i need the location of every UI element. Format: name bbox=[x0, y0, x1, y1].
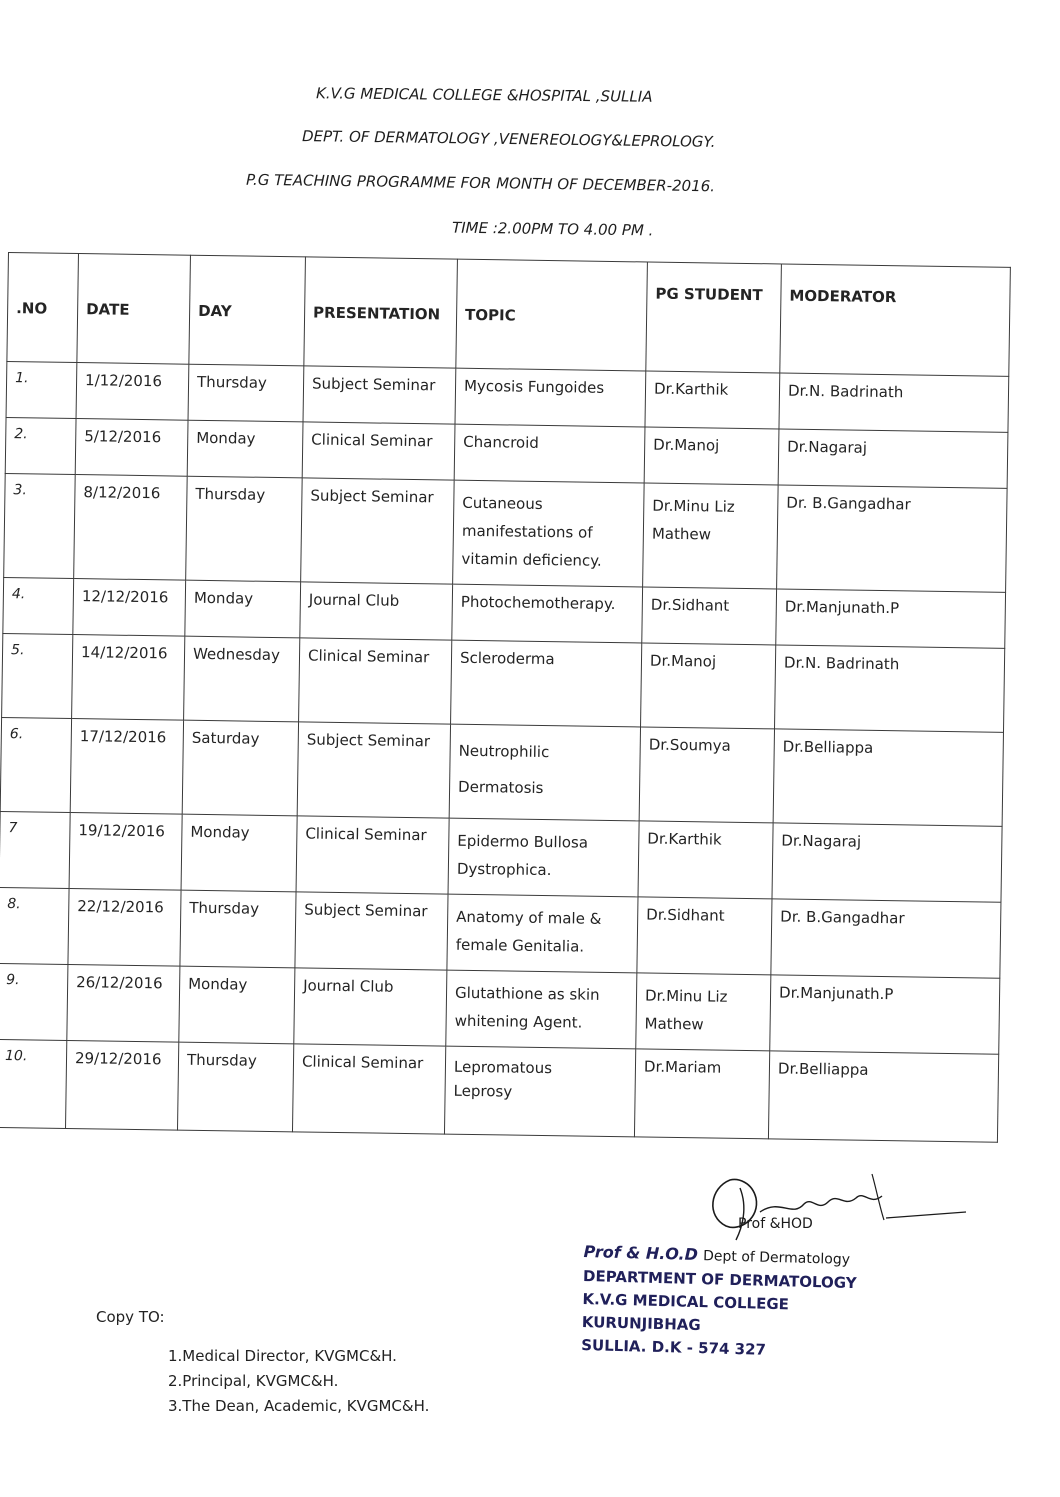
row-date: 14/12/2016 bbox=[72, 635, 185, 721]
row-student bbox=[643, 483, 779, 589]
row-date: 1/12/2016 bbox=[76, 363, 189, 421]
row-no: 2. bbox=[5, 417, 76, 474]
header-topic: TOPIC bbox=[456, 259, 648, 371]
row-day: Saturday bbox=[182, 720, 298, 816]
topic-line: Lepromatous bbox=[453, 1057, 553, 1078]
row-student: Dr.Sidhant bbox=[642, 587, 777, 645]
row-presentation: Clinical Seminar bbox=[292, 1044, 445, 1134]
topic-line: Epidermo Bullosa bbox=[457, 831, 589, 852]
table-row bbox=[4, 473, 1007, 592]
department-title: DEPT. OF DERMATOLOGY ,VENEREOLOGY&LEPROLOGY. bbox=[301, 127, 716, 151]
table-row bbox=[0, 887, 1001, 978]
row-moderator: Dr.Nagaraj bbox=[778, 429, 1008, 488]
row-presentation: Subject Seminar bbox=[295, 892, 448, 970]
copy-to-list bbox=[168, 1344, 429, 1419]
row-presentation: Clinical Seminar bbox=[302, 422, 455, 480]
row-date: 29/12/2016 bbox=[66, 1040, 179, 1130]
row-no: 7 bbox=[0, 811, 70, 888]
copy-to-item: 2.Principal, KVGMC&H. bbox=[168, 1372, 339, 1390]
row-topic: Scleroderma bbox=[451, 640, 642, 727]
row-moderator: Dr.N. Badrinath bbox=[779, 373, 1009, 432]
topic-line: Neutrophilic bbox=[458, 741, 550, 762]
row-moderator: Dr. B.Gangadhar bbox=[777, 485, 1008, 592]
table-row bbox=[0, 963, 1000, 1054]
table-row bbox=[0, 1039, 999, 1142]
stamp-line-dept: Dept of Dermatology bbox=[702, 1248, 851, 1268]
header-moderator: MODERATOR bbox=[780, 264, 1011, 376]
row-moderator: Dr.Manjunath.P bbox=[770, 975, 1000, 1054]
row-presentation: Journal Club bbox=[294, 968, 447, 1046]
header-date: DATE bbox=[77, 254, 191, 365]
row-topic: Photochemotherapy. bbox=[452, 584, 643, 643]
table-header-row bbox=[7, 253, 1011, 377]
row-day: Thursday bbox=[186, 476, 303, 582]
programme-title: P.G TEACHING PROGRAMME FOR MONTH OF DECEMBER-2016. bbox=[245, 170, 716, 196]
row-moderator: Dr.N. Badrinath bbox=[775, 645, 1005, 732]
topic-line: Dystrophica. bbox=[456, 859, 552, 880]
row-date: 12/12/2016 bbox=[73, 579, 186, 637]
row-moderator: Dr.Nagaraj bbox=[772, 823, 1002, 902]
row-presentation: Subject Seminar bbox=[297, 722, 450, 818]
table-row bbox=[0, 811, 1002, 902]
stamp-line-place: KURUNJIBHAG bbox=[581, 1312, 701, 1335]
row-day: Monday bbox=[187, 420, 303, 478]
row-no: 4. bbox=[3, 577, 74, 634]
topic-line: Dermatosis bbox=[457, 777, 544, 798]
row-no: 1. bbox=[6, 361, 77, 418]
student-line: Dr.Minu Liz bbox=[644, 986, 728, 1006]
row-no: 9. bbox=[0, 963, 68, 1040]
topic-line: Anatomy of male & bbox=[456, 907, 602, 928]
topic-line: manifestations of bbox=[461, 521, 593, 542]
stamp-line-college: K.V.G MEDICAL COLLEGE bbox=[582, 1289, 790, 1314]
row-presentation: Journal Club bbox=[300, 582, 453, 640]
stamp-line-department: DEPARTMENT OF DERMATOLOGY bbox=[582, 1266, 857, 1293]
row-date: 5/12/2016 bbox=[75, 419, 188, 477]
row-presentation: Subject Seminar bbox=[301, 478, 455, 584]
header-no: .NO bbox=[7, 253, 79, 363]
row-moderator: Dr.Belliappa bbox=[773, 729, 1003, 826]
department-stamp bbox=[581, 1240, 858, 1364]
row-day: Thursday bbox=[188, 364, 304, 422]
row-presentation: Clinical Seminar bbox=[299, 638, 452, 724]
student-line: Mathew bbox=[651, 524, 712, 544]
row-student: Dr.Karthik bbox=[638, 821, 773, 899]
row-student: Dr.Sidhant bbox=[637, 897, 772, 975]
row-date: 22/12/2016 bbox=[68, 888, 181, 966]
schedule-table bbox=[0, 252, 1010, 1117]
signature-caption: Prof &HOD bbox=[738, 1216, 813, 1232]
student-line: Mathew bbox=[644, 1014, 704, 1034]
row-moderator: Dr. B.Gangadhar bbox=[771, 899, 1001, 978]
header-presentation: PRESENTATION bbox=[304, 257, 458, 368]
row-no: 6. bbox=[0, 717, 71, 812]
row-topic bbox=[446, 970, 637, 1049]
row-date: 17/12/2016 bbox=[70, 718, 183, 814]
row-date: 8/12/2016 bbox=[74, 475, 188, 581]
row-date: 19/12/2016 bbox=[69, 812, 182, 890]
row-day: Thursday bbox=[177, 1042, 293, 1132]
topic-line: vitamin deficiency. bbox=[461, 549, 602, 570]
row-no: 10. bbox=[0, 1039, 67, 1128]
topic-line: female Genitalia. bbox=[455, 935, 585, 956]
time-line: TIME :2.00PM TO 4.00 PM . bbox=[451, 218, 654, 240]
row-day: Monday bbox=[181, 814, 297, 892]
row-student: Dr.Soumya bbox=[639, 727, 774, 823]
copy-to-item: 3.The Dean, Academic, KVGMC&H. bbox=[168, 1397, 430, 1415]
table-row bbox=[0, 717, 1003, 826]
row-topic bbox=[453, 480, 645, 587]
stamp-line-hod: Prof & H.O.D bbox=[583, 1241, 699, 1264]
row-topic bbox=[448, 818, 639, 897]
row-student: Dr.Mariam bbox=[634, 1049, 769, 1139]
row-no: 5. bbox=[2, 633, 73, 718]
row-topic bbox=[444, 1046, 635, 1137]
row-day: Wednesday bbox=[184, 636, 300, 722]
row-day: Monday bbox=[185, 580, 301, 638]
row-presentation: Subject Seminar bbox=[303, 366, 456, 424]
row-moderator: Dr.Belliappa bbox=[768, 1051, 998, 1142]
topic-line: Cutaneous bbox=[462, 493, 543, 513]
copy-to-label: Copy TO: bbox=[96, 1308, 165, 1326]
topic-line: Glutathione as skin bbox=[454, 983, 600, 1004]
header-day: DAY bbox=[189, 255, 306, 366]
row-moderator: Dr.Manjunath.P bbox=[776, 589, 1006, 648]
topic-line: whitening Agent. bbox=[454, 1011, 583, 1032]
row-no: 8. bbox=[0, 887, 69, 964]
row-day: Monday bbox=[179, 966, 295, 1044]
row-topic bbox=[449, 724, 640, 821]
table-row bbox=[2, 633, 1005, 732]
row-student: Dr.Karthik bbox=[645, 371, 780, 429]
row-student bbox=[636, 973, 771, 1051]
copy-to-item: 1.Medical Director, KVGMC&H. bbox=[168, 1347, 397, 1365]
row-date: 26/12/2016 bbox=[67, 964, 180, 1042]
row-topic bbox=[447, 894, 638, 973]
college-title: K.V.G MEDICAL COLLEGE &HOSPITAL ,SULLIA bbox=[315, 84, 653, 106]
header-pg-student: PG STUDENT bbox=[646, 262, 782, 373]
row-student: Dr.Manoj bbox=[641, 643, 776, 729]
row-no: 3. bbox=[4, 473, 76, 578]
stamp-line-address: SULLIA. D.K - 574 327 bbox=[581, 1335, 767, 1359]
row-presentation: Clinical Seminar bbox=[296, 816, 449, 894]
row-topic: Chancroid bbox=[454, 424, 645, 483]
student-line: Dr.Minu Liz bbox=[652, 496, 735, 516]
row-topic: Mycosis Fungoides bbox=[455, 368, 646, 427]
row-student: Dr.Manoj bbox=[644, 427, 779, 485]
row-day: Thursday bbox=[180, 890, 296, 968]
topic-line: Leprosy bbox=[453, 1081, 513, 1101]
